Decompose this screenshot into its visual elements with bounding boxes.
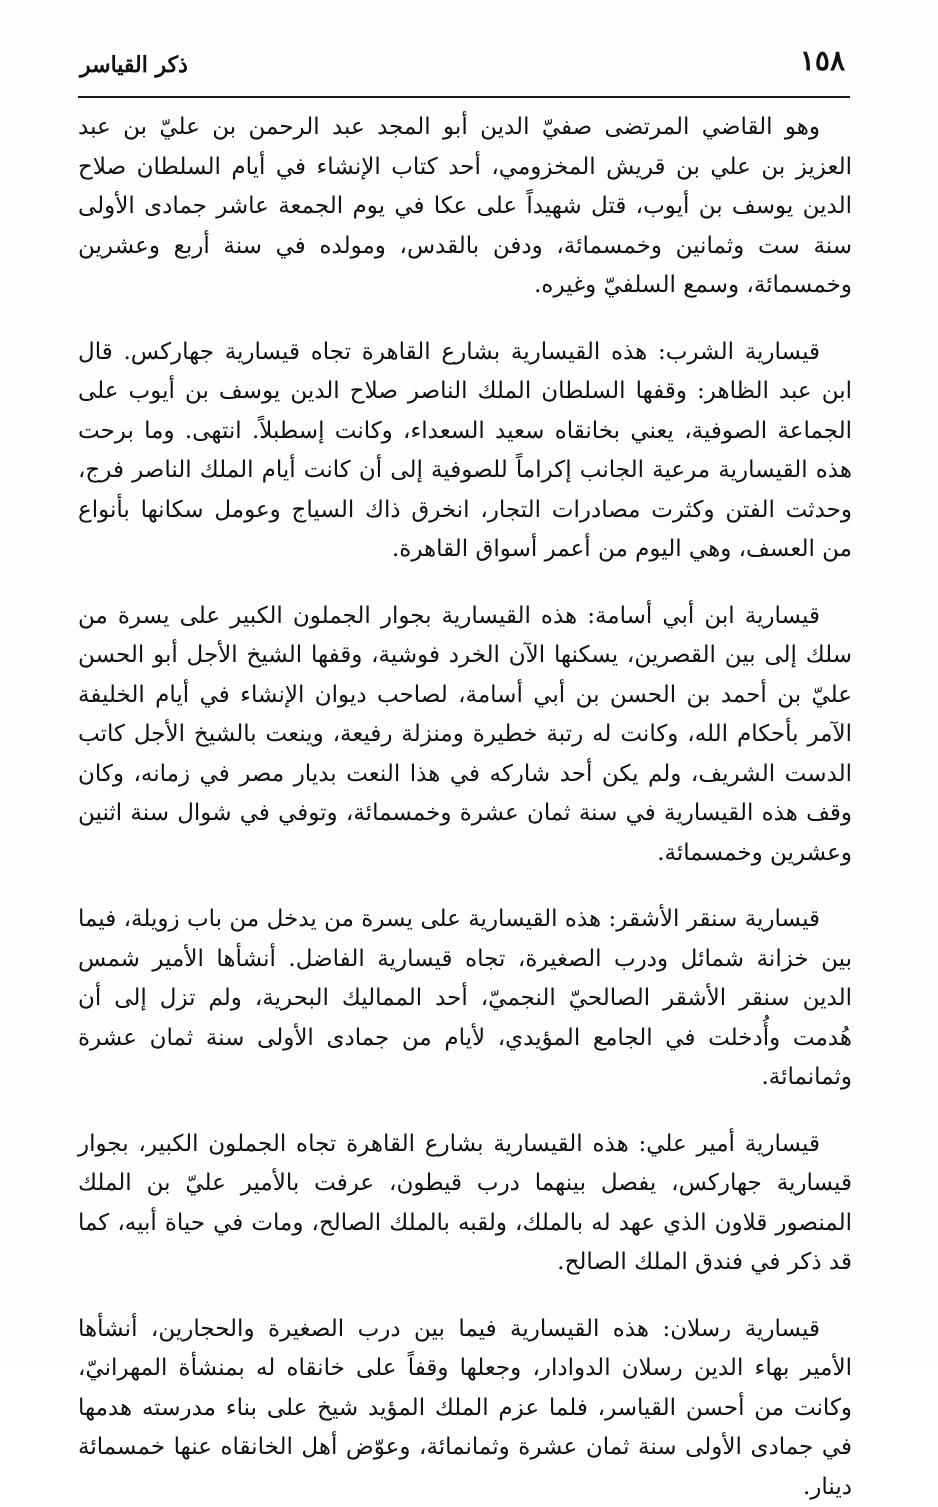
paragraph: قيسارية رسلان: هذه القيسارية فيما بين درب الصغيرة والحجارين، أنشأها الأمير بهاء الدين رسلان الدوادار، وجعلها وقفاً على خانقاه له بمنشأة المهرانيّ، وكانت من أحسن القياسر، فلما عزم الملك المؤيد شيخ على بناء مدرسته هدمها في جمادى الأولى سنة ثمان عشرة وثمانمائة، وعوّض أهل الخانقاه عنها خمسمائة دينار.	[78, 1310, 852, 1507]
running-title: ذكر القياسر	[80, 52, 188, 78]
page-header	[78, 36, 853, 96]
paragraph: قيسارية ابن أبي أسامة: هذه القيسارية بجوار الجملون الكبير على يسرة من سلك إلى بين القصرين، يسكنها الآن الخرد فوشية، وقفها الشيخ الأجل أبو الحسن عليّ بن أحمد بن الحسن بن أبي أسامة، لصاحب ديوان الإنشاء في أيام الخليفة الآمر بأحكام الله، وكانت له رتبة خطيرة ومنزلة رفيعة، وينعت بالشيخ الأجل كاتب الدست الشريف، ولم يكن أحد شاركه في هذا النعت بديار مصر في زمانه، وكان وقف هذه القيسارية في سنة ثمان عشرة وخمسمائة، وتوفي في شوال سنة اثنين وعشرين وخمسمائة.	[78, 597, 852, 874]
paragraph: قيسارية أمير علي: هذه القيسارية بشارع القاهرة تجاه الجملون الكبير، بجوار قيسارية جهاركس، يفصل بينهما درب قيطون، عرفت بالأمير عليّ بن الملك المنصور قلاون الذي عهد له بالملك، ولقبه بالملك الصالح، ومات في حياة أبيه، كما قد ذكر في فندق الملك الصالح.	[78, 1125, 852, 1283]
header-rule	[78, 96, 850, 98]
body-text	[78, 108, 852, 1507]
page-number: ١٥٨	[800, 44, 845, 77]
paragraph: وهو القاضي المرتضى صفيّ الدين أبو المجد عبد الرحمن بن عليّ بن عبد العزيز بن علي بن قريش المخزومي، أحد كتاب الإنشاء في أيام السلطان صلاح الدين يوسف بن أيوب، قتل شهيداً على عكا في يوم الجمعة عاشر جمادى الأولى سنة ست وثمانين وخمسمائة، ودفن بالقدس، ومولده في سنة أربع وعشرين وخمسمائة، وسمع السلفيّ وغيره.	[78, 108, 852, 306]
paragraph: قيسارية الشرب: هذه القيسارية بشارع القاهرة تجاه قيسارية جهاركس. قال ابن عبد الظاهر: وقفها السلطان الملك الناصر صلاح الدين يوسف بن أيوب على الجماعة الصوفية، يعني بخانقاه سعيد السعداء، وكانت إسطبلاً. انتهى. وما برحت هذه القيسارية مرعية الجانب إكراماً للصوفية إلى أن كانت أيام الملك الناصر فرج، وحدثت الفتن وكثرت مصادرات التجار، انخرق ذاك السياج وعومل سكانها بأنواع من العسف، وهي اليوم من أعمر أسواق القاهرة.	[78, 333, 852, 570]
paragraph: قيسارية سنقر الأشقر: هذه القيسارية على يسرة من يدخل من باب زويلة، فيما بين خزانة شمائل ودرب الصغيرة، تجاه قيسارية الفاضل. أنشأها الأمير شمس الدين سنقر الأشقر الصالحيّ النجميّ، أحد المماليك البحرية، ولم تزل إلى أن هُدمت وأُدخلت في الجامع المؤيدي، لأيام من جمادى الأولى سنة ثمان عشرة وثمانمائة.	[78, 900, 852, 1098]
